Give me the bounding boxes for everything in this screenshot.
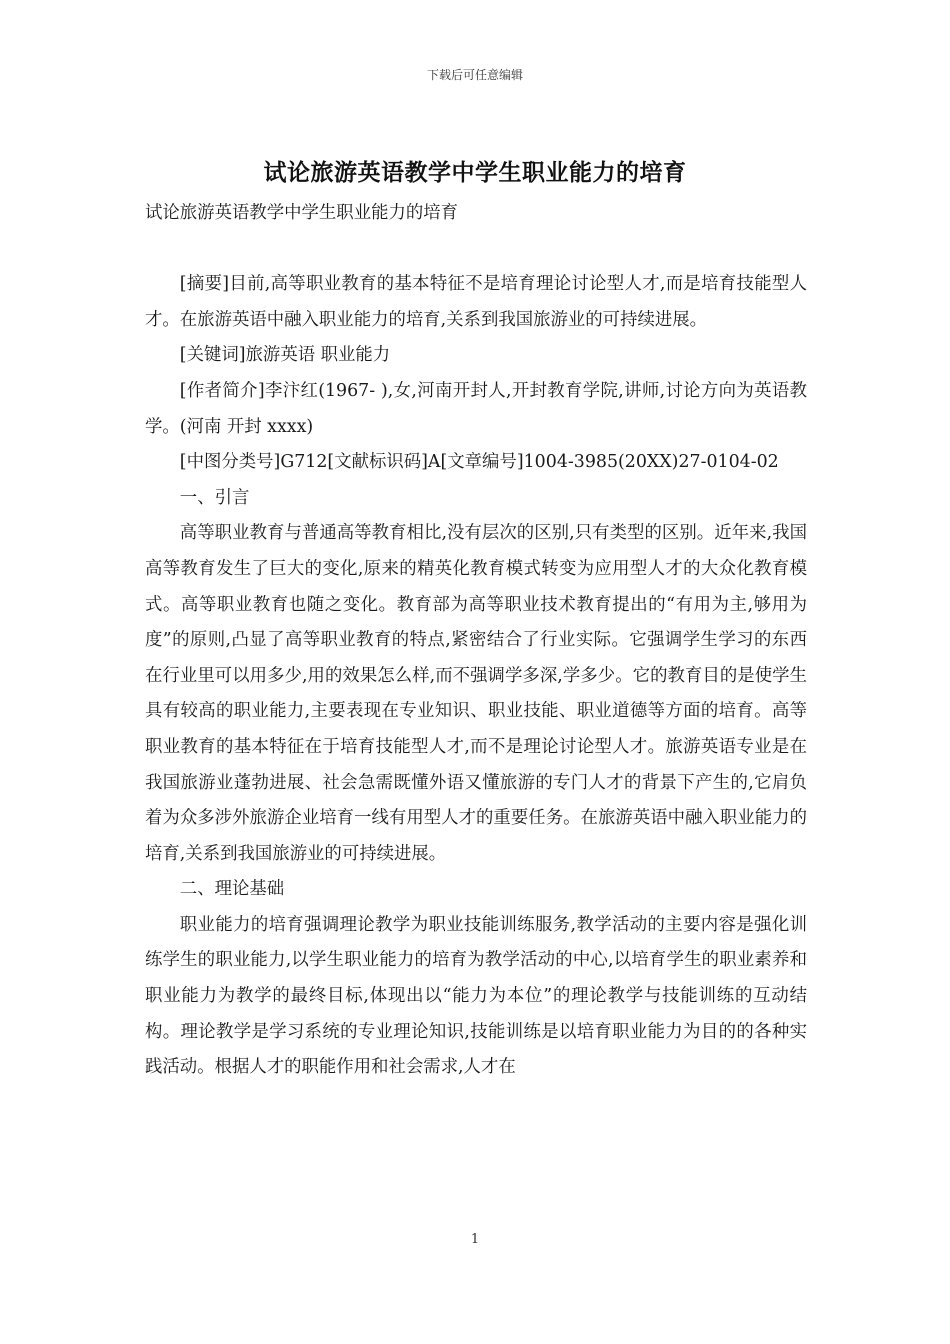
document-title: 试论旅游英语教学中学生职业能力的培育 xyxy=(263,159,687,186)
document-body xyxy=(145,196,807,1086)
section-heading-introduction: 一、引言 xyxy=(179,487,250,508)
section-heading-theory: 二、理论基础 xyxy=(179,879,285,900)
blank-line xyxy=(145,232,807,268)
document-subtitle: 试论旅游英语教学中学生职业能力的培育 xyxy=(145,203,459,223)
keywords-paragraph: [关键词]旅游英语 职业能力 xyxy=(179,345,391,366)
page-number: 1 xyxy=(470,1232,480,1247)
classification-paragraph: [中图分类号]G712[文献标识码]A[文章编号]1004-3985(20XX)27-0104-02 xyxy=(179,452,779,473)
introduction-paragraph: 高等职业教育与普通高等教育相比,没有层次的区别,只有类型的区别。近年来,我国高等教育发生了巨大的变化,原来的精英化教育模式转变为应用型人才的大众化教育模式。高等职业教育也随之变化。教育部为高等职业技术教育提出的“有用为主,够用为度”的原则,凸显了高等职业教育的特点,紧密结合了行业实际。它强调学生学习的东西在行业里可以用多少,用的效果怎么样,而不强调学多深,学多少。它的教育目的是使学生具有较高的职业能力,主要表现在专业知识、职业技能、职业道德等方面的培育。高等职业教育的基本特征在于培育技能型人才,而不是理论讨论型人才。旅游英语专业是在我国旅游业蓬勃进展、社会急需既懂外语又懂旅游的专门人才的背景下产生的,它肩负着为众多涉外旅游企业培育一线有用型人才的重要任务。在旅游英语中融入职业能力的培育,关系到我国旅游业的可持续进展。 xyxy=(145,523,807,864)
theory-paragraph: 职业能力的培育强调理论教学为职业技能训练服务,教学活动的主要内容是强化训练学生的职业能力,以学生职业能力的培育为教学活动的中心,以培育学生的职业素养和职业能力为教学的最终目标,体现出以“能力为本位”的理论教学与技能训练的互动结构。理论教学是学习系统的专业理论知识,技能训练是以培育职业能力为目的的各种实践活动。根据人才的职能作用和社会需求,人才在 xyxy=(145,914,807,1078)
page-header-note: 下载后可任意编辑 xyxy=(426,68,523,82)
abstract-paragraph: [摘要]目前,高等职业教育的基本特征不是培育理论讨论型人才,而是培育技能型人才。在旅游英语中融入职业能力的培育,关系到我国旅游业的可持续进展。 xyxy=(145,274,807,330)
author-bio-paragraph: [作者简介]李汴红(1967- ),女,河南开封人,开封教育学院,讲师,讨论方向为英语教学。(河南 开封 xxxx) xyxy=(145,380,807,437)
